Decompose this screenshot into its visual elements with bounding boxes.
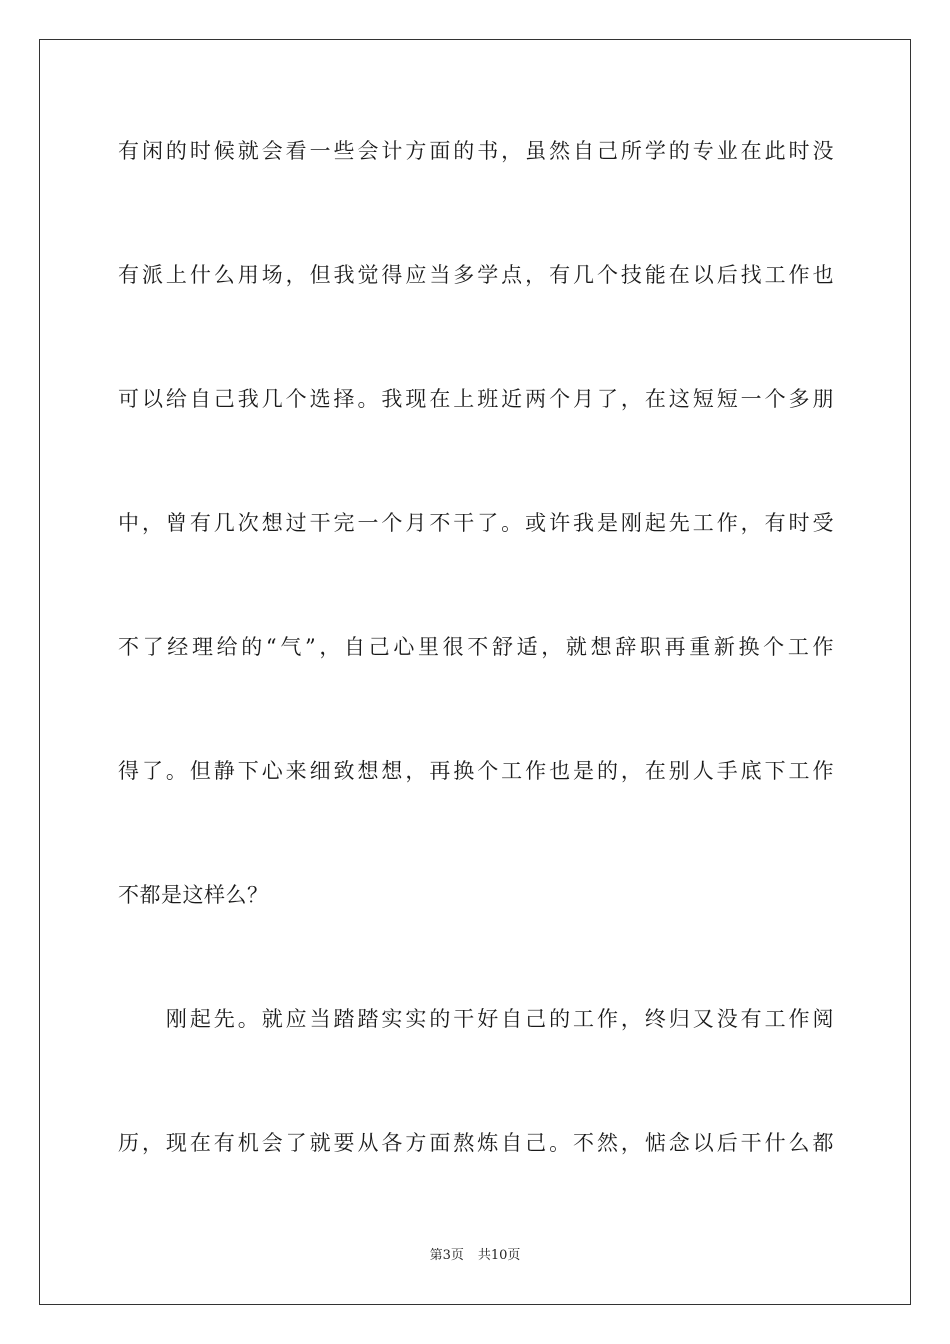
body-text-line: 不都是这样么？ bbox=[118, 883, 269, 907]
body-text-line: 中，曾有几次想过干完一个月不干了。或许我是刚起先工作，有时受 bbox=[118, 511, 834, 535]
body-text-line: 历，现在有机会了就要从各方面熬炼自己。不然，惦念以后干什么都 bbox=[118, 1131, 834, 1155]
page-border bbox=[39, 39, 911, 1305]
page-number: 第3页 bbox=[429, 1248, 464, 1263]
body-text-line: 有派上什么用场，但我觉得应当多学点，有几个技能在以后找工作也 bbox=[118, 263, 834, 287]
page-footer bbox=[0, 1247, 950, 1265]
body-text-line: 不了经理给的“气”，自己心里很不舒适，就想辞职再重新换个工作 bbox=[118, 635, 834, 659]
body-text-line: 有闲的时候就会看一些会计方面的书，虽然自己所学的专业在此时没 bbox=[118, 139, 834, 163]
body-text-line: 刚起先。就应当踏踏实实的干好自己的工作，终归又没有工作阅 bbox=[118, 1007, 834, 1031]
body-text-line: 可以给自己我几个选择。我现在上班近两个月了，在这短短一个多朋 bbox=[118, 387, 834, 411]
page-total: 共10页 bbox=[477, 1248, 521, 1263]
body-text-line: 得了。但静下心来细致想想，再换个工作也是的，在别人手底下工作 bbox=[118, 759, 834, 783]
